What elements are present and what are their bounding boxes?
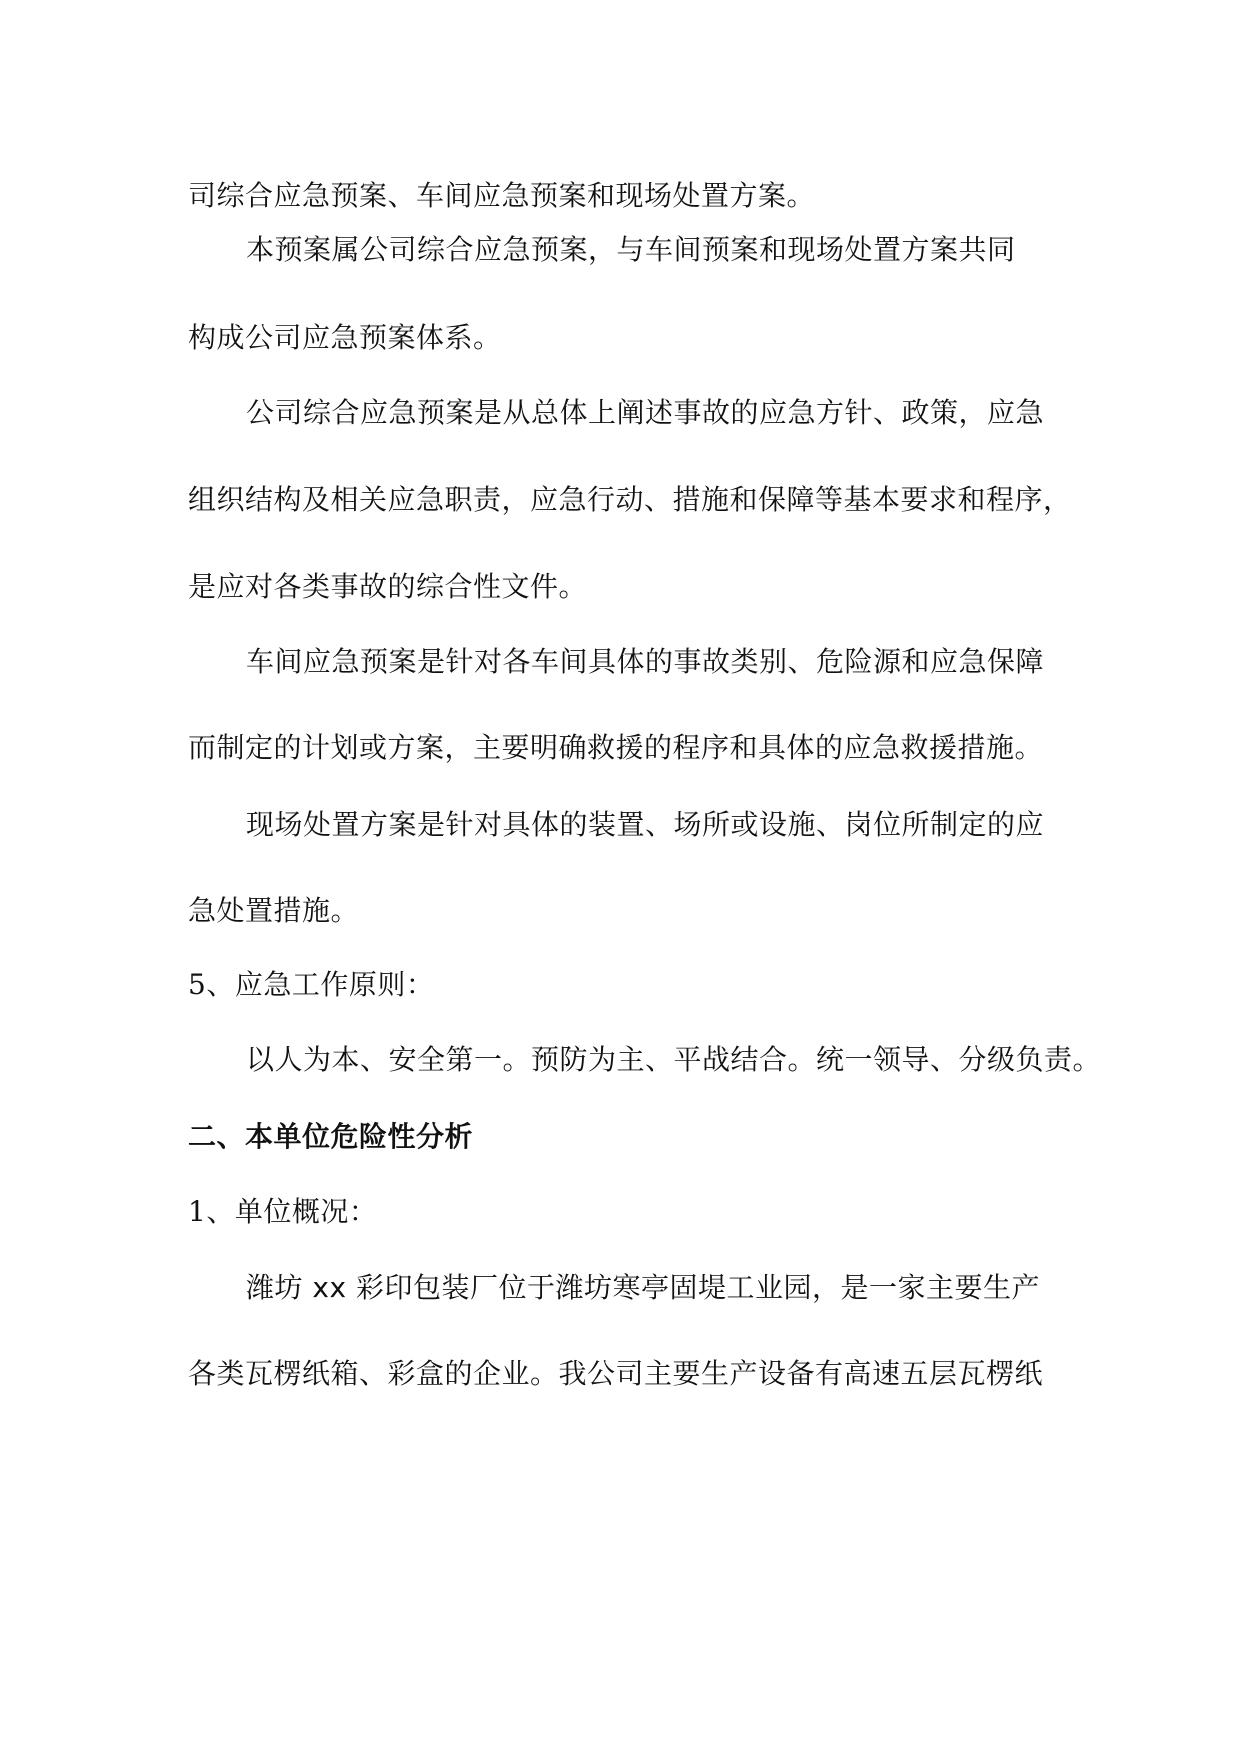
paragraph-line: 组织结构及相关应急职责，应急行动、措施和保障等基本要求和程序， [188,483,1072,516]
paragraph-line: 构成公司应急预案体系。 [188,321,502,354]
paragraph-line: 是应对各类事故的综合性文件。 [188,570,588,603]
paragraph-line: 以人为本、安全第一。预防为主、平战结合。统一领导、分级负责。 [246,1043,1102,1076]
paragraph-line: 潍坊 xx 彩印包装厂位于潍坊寒亭固堤工业园，是一家主要生产 [246,1271,1040,1304]
list-item-heading: 1、单位概况： [188,1195,378,1228]
paragraph-line: 车间应急预案是针对各车间具体的事故类别、危险源和应急保障 [246,645,1045,678]
paragraph-line: 司综合应急预案、车间应急预案和现场处置方案。 [188,179,816,212]
paragraph-line: 现场处置方案是针对具体的装置、场所或设施、岗位所制定的应 [246,808,1045,841]
paragraph-line: 公司综合应急预案是从总体上阐述事故的应急方针、政策，应急 [246,396,1045,429]
paragraph-line: 急处置措施。 [188,894,360,927]
paragraph-line: 而制定的计划或方案，主要明确救援的程序和具体的应急救援措施。 [188,731,1044,764]
list-item-heading: 5、应急工作原则： [188,968,435,1001]
paragraph-line: 各类瓦楞纸箱、彩盒的企业。我公司主要生产设备有高速五层瓦楞纸 [188,1357,1044,1390]
paragraph-line: 本预案属公司综合应急预案，与车间预案和现场处置方案共同 [246,233,1016,266]
section-heading: 二、本单位危险性分析 [188,1120,474,1153]
